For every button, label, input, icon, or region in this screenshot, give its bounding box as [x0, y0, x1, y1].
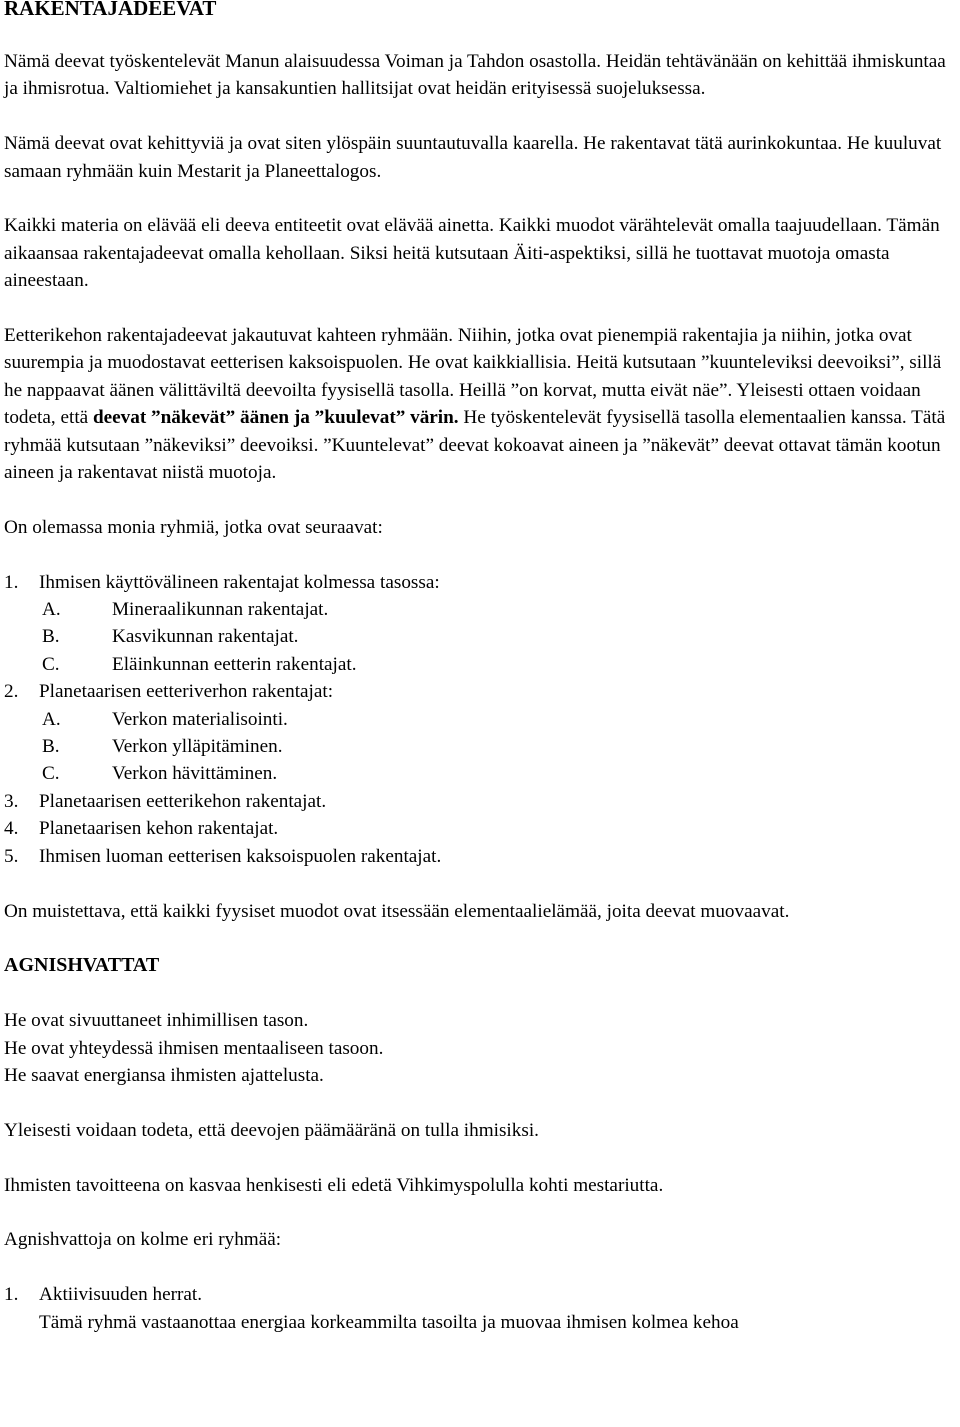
- paragraph-agni-groups: Agnishvattoja on kolme eri ryhmää:: [4, 1229, 282, 1251]
- sub-list-item: [4, 596, 960, 623]
- list-item-text: Ihmisen käyttövälineen rakentajat kolmessa tasossa:: [39, 571, 440, 593]
- sub-list-item: [4, 651, 960, 678]
- paragraph-etheric-builders: [4, 322, 960, 486]
- agni-group-description: Tämä ryhmä vastaanottaa energiaa korkeammilta tasoilta ja muovaa ihmisen kolmea kehoa: [39, 1311, 739, 1333]
- sub-list-letter: C.: [42, 763, 60, 785]
- list-item-text: Planetaarisen eetteriverhon rakentajat:: [39, 681, 334, 703]
- list-number: 2.: [4, 681, 19, 703]
- sub-list-letter: B.: [42, 626, 60, 648]
- heading-agnishvattat: AGNISHVATTAT: [4, 954, 160, 977]
- sub-list-item: [4, 623, 960, 650]
- list-number: 4.: [4, 818, 19, 840]
- sub-list-text: Verkon materialisointi.: [112, 708, 288, 730]
- agni-line: He ovat yhteydessä ihmisen mentaaliseen tasoon.: [4, 1037, 384, 1059]
- sub-list-text: Verkon ylläpitäminen.: [112, 736, 283, 758]
- list-item: [4, 678, 960, 705]
- list-item: [4, 843, 960, 870]
- paragraph-human-goal: Ihmisten tavoitteena on kasvaa henkisesti eli edetä Vihkimyspolulla kohti mestariutta.: [4, 1174, 664, 1196]
- list-item-text: Planetaarisen kehon rakentajat.: [39, 818, 279, 840]
- etheric-text-bold: deevat ”näkevät” äänen ja ”kuulevat” värin.: [92, 407, 459, 429]
- sub-list-letter: B.: [42, 736, 60, 758]
- list-number: 3.: [4, 790, 19, 812]
- sub-list-text: Kasvikunnan rakentajat.: [112, 626, 299, 648]
- sub-list-text: Mineraalikunnan rakentajat.: [112, 599, 329, 621]
- sub-list-letter: A.: [42, 708, 61, 730]
- list-item-text: Ihmisen luoman eetterisen kaksoispuolen rakentajat.: [39, 845, 442, 867]
- sub-list-item: [4, 760, 960, 787]
- list-number: 1.: [4, 1284, 19, 1306]
- sub-list-letter: A.: [42, 599, 61, 621]
- paragraph-elemental-life: On muistettava, että kaikki fyysiset muodot ovat itsessään elementaalielämää, joita deevat muovaavat.: [4, 900, 790, 922]
- paragraph-evolving-devas: Nämä deevat ovat kehittyviä ja ovat siten ylöspäin suuntautuvalla kaarella. He rakentavat tätä aurinkokuntaa. He kuuluvat samaan ryhmään kuin Mestarit ja Planeettalogos.: [4, 133, 942, 182]
- list-item: [4, 569, 960, 596]
- sub-list-text: Verkon hävittäminen.: [112, 763, 278, 785]
- heading-rakentajadeevat: RAKENTAJADEEVAT: [4, 0, 217, 20]
- sub-list-text: Eläinkunnan eetterin rakentajat.: [112, 653, 357, 675]
- sub-list-letter: C.: [42, 653, 60, 675]
- list-item: [4, 788, 960, 815]
- list-item: [4, 815, 960, 842]
- list-number: 5.: [4, 845, 19, 867]
- list-item: [4, 1281, 960, 1308]
- paragraph-intro: Nämä deevat työskentelevät Manun alaisuudessa Voiman ja Tahdon osastolla. Heidän tehtävänään on kehittää ihmiskuntaa ja ihmisrotua. Valtiomiehet ja kansakuntien hallitsijat ovat heidän erityisessä suojeluksessa.: [4, 51, 946, 100]
- sub-list-item: [4, 706, 960, 733]
- list-number: 1.: [4, 571, 19, 593]
- agni-line: He saavat energiansa ihmisten ajattelusta.: [4, 1064, 324, 1086]
- paragraph-living-matter: Kaikki materia on elävää eli deeva entiteetit ovat elävää ainetta. Kaikki muodot värähtelevät omalla taajuudellaan. Tämän aikaansaa rakentajadeevat omalla kehollaan. Siksi heitä kutsutaan Äiti-aspektiksi, sillä he tuottavat muotoja omasta aineestaan.: [4, 215, 940, 292]
- paragraph-deva-goal: Yleisesti voidaan todeta, että deevojen päämääränä on tulla ihmisiksi.: [4, 1119, 539, 1141]
- builder-groups-list: [4, 569, 960, 870]
- agni-line: He ovat sivuuttaneet inhimillisen tason.: [4, 1010, 309, 1032]
- etheric-text-part2: He työskentelevät fyysisellä tasolla elementaalien kanssa. Tätä ryhmää kutsutaan ”näkeviksi” deevoiksi. ”Kuuntelevat” deevat kokoavat aineen ja ”näkevät” deevat ottavat tämän kootun aineen ja rakentavat niistä muotoja.: [4, 407, 946, 484]
- paragraph-groups-intro: On olemassa monia ryhmiä, jotka ovat seuraavat:: [4, 516, 383, 538]
- list-item-text: Aktiivisuuden herrat.: [39, 1284, 203, 1306]
- sub-list-item: [4, 733, 960, 760]
- etheric-text-part1: Eetterikehon rakentajadeevat jakautuvat kahteen ryhmään. Niihin, jotka ovat pienempiä rakentajia ja niihin, jotka ovat suurempia ja muodostavat eetterisen kaksoispuolen. He ovat kaikkiallisia. Heitä kutsutaan ”kuunteleviksi deevoiksi”, sillä he nappaavat äänen välittäviltä deevoilta fyysisellä tasolla. Heillä ”on korvat, mutta eivät näe”. Yleisesti ottaen voidaan todeta, että: [4, 325, 942, 429]
- list-item-text: Planetaarisen eetterikehon rakentajat.: [39, 790, 327, 812]
